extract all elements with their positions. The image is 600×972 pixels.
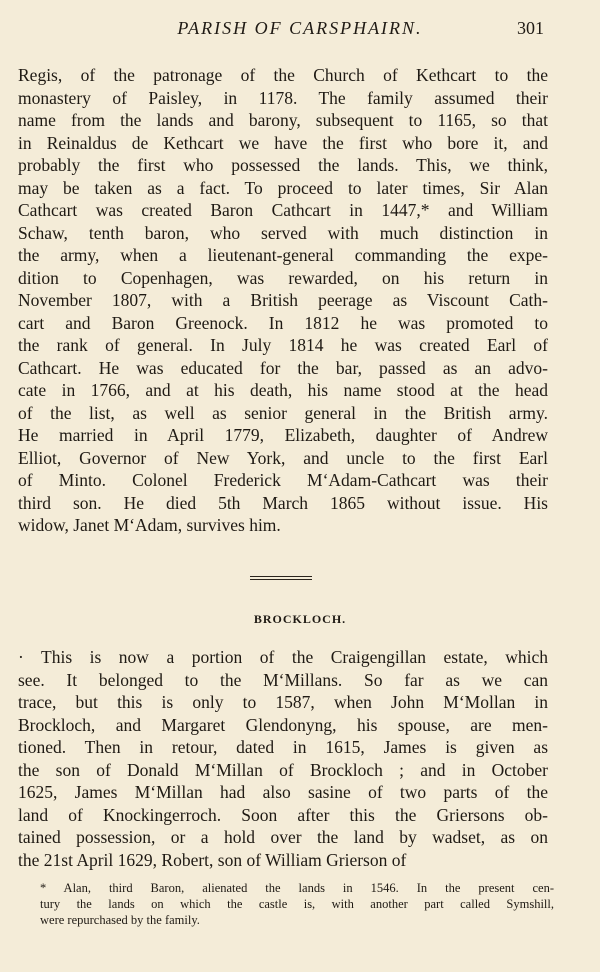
text-line: Cathcart was created Baron Cathcart in 1447,* and William [18,200,548,220]
text-line: · This is now a portion of the Craigengillan estate, which [18,647,548,667]
text-line: Cathcart. He was educated for the bar, passed as an advo- [18,357,548,378]
footnote-line: tury the lands on which the castle is, with another part called Symshill, [40,897,554,911]
text-line: land of Knockingerroch. Soon after this the Griersons ob- [18,804,548,825]
text-line: name from the lands and barony, subsequent to 1165, so that [18,110,548,130]
text-line: the 21st April 1629, Robert, son of William Grierson of [18,849,407,870]
text-line: trace, but this is only to 1587, when John M‘Mollan in [18,692,548,712]
text-line: He married in April 1779, Elizabeth, daughter of Andrew [18,425,548,445]
text-line: 1625, James M‘Millan had also sasine of two parts of the [18,782,548,802]
section-heading: BROCKLOCH. [253,612,347,626]
text-line: the army, when a lieutenant-general commanding the expe- [18,245,548,265]
section-divider [250,576,312,580]
text-line: Elliot, Governor of New York, and uncle to the first Earl [18,447,548,468]
page-number: 301 [517,18,544,38]
running-head [0,18,600,48]
text-line: of Minto. Colonel Frederick M‘Adam-Cathcart was their [18,470,548,490]
text-line: monastery of Paisley, in 1178. The family assumed their [18,87,548,108]
text-line: the rank of general. In July 1814 he was created Earl of [18,335,548,355]
text-line: probably the first who possessed the lands. This, we think, [18,155,548,175]
footnote-line: * Alan, third Baron, alienated the lands in 1546. In the present cen- [40,881,554,895]
text-line: Schaw, tenth baron, who served with much distinction in [18,222,548,243]
text-line: may be taken as a fact. To proceed to later times, Sir Alan [18,177,548,198]
text-line: November 1807, with a British peerage as Viscount Cath- [18,290,548,310]
text-line: cate in 1766, and at his death, his name stood at the head [18,380,548,400]
paragraph-cathcart [18,64,548,537]
text-line: Regis, of the patronage of the Church of Kethcart to the [18,65,548,85]
text-line: the son of Donald M‘Millan of Brockloch ; and in October [18,759,548,780]
text-line: widow, Janet M‘Adam, survives him. [18,515,281,535]
text-line: tained possession, or a hold over the land by wadset, as on [18,827,548,847]
text-line: Brockloch, and Margaret Glendonyng, his spouse, are men- [18,714,548,735]
footnote-line: were repurchased by the family. [40,913,200,927]
text-line: dition to Copenhagen, was rewarded, on his return in [18,267,548,288]
text-line: of the list, as well as senior general in the British army. [18,402,548,423]
text-line: in Reinaldus de Kethcart we have the first who bore it, and [18,132,548,153]
paragraph-brockloch [18,646,548,871]
text-line: third son. He died 5th March 1865 without issue. His [18,492,548,513]
text-line: cart and Baron Greenock. In 1812 he was promoted to [18,312,548,333]
page-title: PARISH OF CARSPHAIRN. [177,18,423,38]
text-line: see. It belonged to the M‘Millans. So far as we can [18,669,548,690]
footnote [40,880,554,928]
text-line: tioned. Then in retour, dated in 1615, James is given as [18,737,548,757]
